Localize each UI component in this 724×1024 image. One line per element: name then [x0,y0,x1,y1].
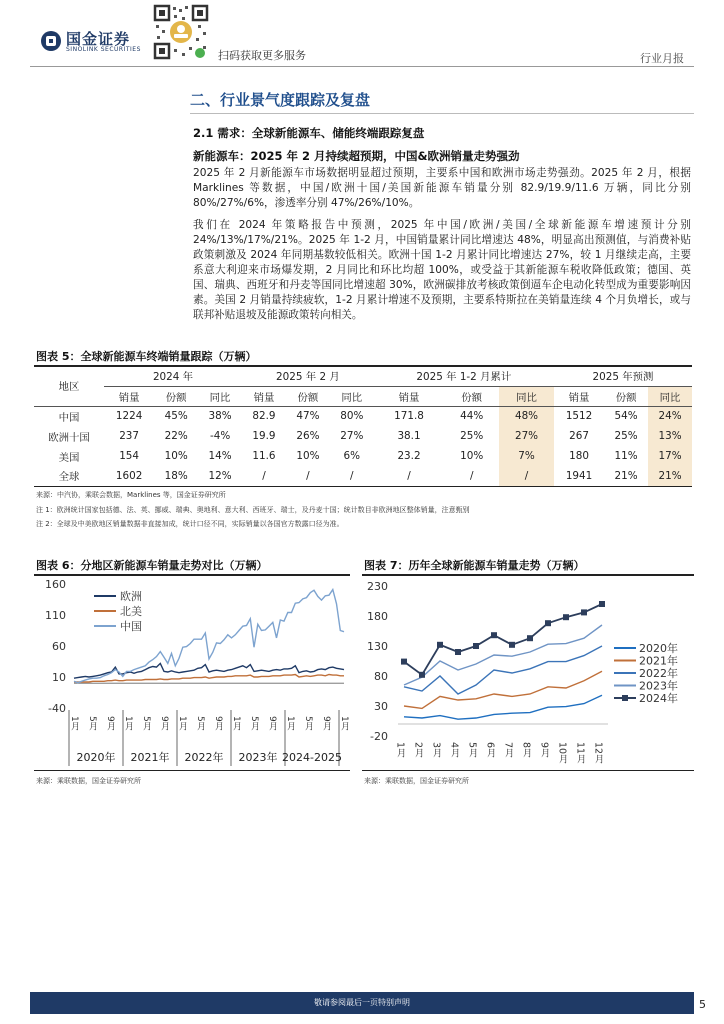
table-cell: 1941 [554,466,604,486]
figure-7-chart [362,576,694,768]
table-cell: 171.8 [394,410,424,423]
data-point [419,672,425,678]
x-tick-label: 1月 [394,742,406,758]
y-tick-label: -40 [48,702,66,715]
table-cell: 22% [164,430,188,442]
table-cell: 267 [569,430,589,442]
footer-disclaimer: 敬请参阅最后一页特别声明 [314,998,410,1007]
column-header: 同比 [198,386,242,406]
x-tick-label: 12月 [592,742,604,764]
table-cell: 19.9 [252,430,276,442]
legend-label: 北美 [120,605,142,618]
figure-5-note-1: 注 1：欧洲统计国家包括德、法、英、挪威、瑞典、奥地利、意大利、西班牙、瑞士，及丹麦十国；统计数目非欧洲地区整体销量，注意甄别 [36,506,470,514]
page-number: 5 [699,998,706,1011]
group-header: 2025 年 2 月 [242,366,374,386]
year-label: 2024-2025 [282,751,342,764]
table-cell: 1512 [565,410,593,423]
x-tick-label: 1月 [231,716,241,731]
x-tick-label: 7月 [502,742,514,758]
table-cell: 48% [499,406,554,426]
table-cell: 24% [648,406,692,426]
series-line-2022年 [404,646,602,694]
legend-label: 欧洲 [120,590,142,603]
logo-text: 国金证券 [66,30,131,48]
x-tick-label: 1月 [123,716,133,731]
table-cell: 21% [604,466,648,486]
year-label: 2023年 [238,751,278,764]
x-tick-label: 1月 [177,716,187,731]
table-cell: / [330,466,374,486]
column-header: 份额 [444,386,499,406]
figure-6-source: 来源：乘联数据，国金证券研究所 [36,777,141,785]
logo-subtext: SINOLINK SECURITIES [66,46,141,53]
table-cell: 25% [614,430,638,442]
data-point [437,642,443,648]
table-row [34,426,692,446]
column-header: 份额 [286,386,330,406]
data-point [473,643,479,649]
paragraph-1: 2025 年 2 月新能源车市场数据明显超过预期，主要系中国和欧洲市场走势强劲。2025 年 2 月，根据 Marklines 等数据，中国/欧洲十国/美国新能源车销量分别 82.9/19.9/11.6 万辆，同比分别 80%/27%/6%，渗透率分别 47%/26%/10%。 [193,167,691,209]
table-cell: 154 [119,450,140,462]
table-cell: 13% [648,426,692,446]
table-cell: / [374,466,445,486]
table-cell: 82.9 [252,410,276,423]
row-label: 全球 [34,466,104,486]
y-tick-label: 10 [52,671,66,684]
data-point [545,620,551,626]
doc-type: 行业月报 [640,52,684,65]
y-tick-label: 180 [367,610,388,623]
data-point [581,609,587,615]
year-label: 2021年 [130,751,170,764]
section-divider [190,113,694,114]
table-cell: 7% [499,446,554,466]
data-point [509,642,515,648]
group-header: 2024 年 [104,366,242,386]
header-divider [30,66,694,67]
row-label: 欧洲十国 [48,431,90,444]
footer-bar [30,992,694,1014]
table-cell: 44% [460,410,484,423]
column-header: 同比 [330,386,374,406]
x-tick-label: 9月 [321,716,331,731]
x-tick-label: 4月 [448,742,460,758]
x-tick-label: 9月 [538,742,550,758]
y-tick-label: 60 [52,640,66,653]
figure-5-title: 图表 5：全球新能源车终端销量跟踪（万辆） [36,350,257,363]
series-line-北美 [74,675,344,683]
table-cell: 237 [119,430,140,442]
group-header: 2025 年 1-2 月累计 [374,366,554,386]
figure-7-bottom-rule [362,770,694,771]
row-label: 中国 [58,411,80,424]
x-tick-label: 9月 [159,716,169,731]
table-cell: 1224 [115,410,143,423]
region-header: 地区 [34,366,104,406]
legend-label: 2022年 [639,667,678,680]
table-cell: -4% [209,430,231,442]
figure-6-title: 图表 6：分地区新能源车销量走势对比（万辆） [36,559,268,572]
scan-text: 扫码获取更多服务 [218,49,306,62]
table-cell: 38.1 [397,430,421,442]
table-row [34,406,692,426]
figure-5-source: 来源：中汽协，乘联会数据，Marklines 等，国金证券研究所 [36,491,226,499]
table-cell: 27% [340,430,364,442]
y-tick-label: -20 [370,730,388,743]
page-header [0,0,724,66]
year-label: 2020年 [76,751,116,764]
column-header: 销量 [374,386,445,406]
y-tick-label: 130 [367,640,388,653]
table-cell: / [499,466,554,486]
x-tick-label: 5月 [466,742,478,758]
table-cell: 10% [460,450,484,462]
table-row [34,466,692,486]
x-tick-label: 11月 [574,742,586,764]
x-tick-label: 5月 [195,716,205,731]
series-line-2020年 [404,695,602,719]
legend-label: 中国 [120,620,142,633]
row-label: 美国 [58,451,80,464]
qr-code-icon[interactable] [152,3,210,61]
column-header: 同比 [499,386,554,406]
column-header: 销量 [554,386,604,406]
x-tick-label: 3月 [430,742,442,758]
y-tick-label: 230 [367,580,388,593]
table-cell: 18% [154,466,198,486]
table-cell: 27% [499,426,554,446]
column-header: 销量 [104,386,154,406]
x-tick-label: 9月 [105,716,115,731]
x-tick-label: 8月 [520,742,532,758]
figure-7-source: 来源：乘联数据，国金证券研究所 [364,777,469,785]
series-line-2021年 [404,671,602,708]
table-cell: 10% [164,450,188,462]
legend-label: 2024年 [639,692,678,705]
year-label: 2022年 [184,751,224,764]
x-tick-label: 5月 [141,716,151,731]
figure-5-table [34,366,692,487]
table-cell: 23.2 [397,450,421,462]
subsection-title: 2.1 需求：全球新能源车、储能终端跟踪复盘 [193,126,425,140]
table-cell: / [286,466,330,486]
figure-6-chart [34,576,350,768]
legend-label: 2021年 [639,654,678,668]
table-cell: 180 [569,450,589,462]
x-tick-label: 5月 [87,716,97,731]
table-cell: 17% [648,446,692,466]
table-cell: 10% [296,450,320,462]
table-cell: 6% [343,450,361,462]
y-tick-label: 160 [45,578,66,591]
column-header: 同比 [648,386,692,406]
x-tick-label: 5月 [249,716,259,731]
subsection-heading: 新能源车：2025 年 2 月持续超预期，中国&欧洲销量走势强劲 [193,149,520,163]
legend-label: 2020年 [639,642,678,655]
data-point [401,659,407,665]
table-cell: 11% [614,450,638,462]
table-cell: 14% [208,450,232,462]
y-tick-label: 110 [45,609,66,622]
x-tick-label: 10月 [556,742,568,764]
data-point [599,601,605,607]
legend-label: 2023年 [639,679,678,693]
column-header: 份额 [604,386,648,406]
x-tick-label: 6月 [484,742,496,758]
group-header: 2025 年预测 [554,366,692,386]
table-cell: 11.6 [252,450,276,462]
legend-marker [622,695,628,701]
x-tick-label: 2月 [412,742,424,758]
data-point [455,649,461,655]
paragraph-2: 我们在 2024 年策略报告中预测，2025 年中国/欧洲/美国/全球新能源车增速预计分别 24%/13%/17%/21%。2025 年 1-2 月，中国销量累计同比增速达 48%，明显高出预测值，与消费补贴政策刺激及 2024 年同期基数较低相关。欧洲十国 1-2 月累计同比增速达 27%，较 1 月继续走高，主要系意大利迎来市场爆发期，2 月同比和环比均超 100%，或受益于其新能源车税收降低政策；德国、英国、瑞典、西班牙和丹麦等国同比增速超 30%，欧洲碳排放考核政策倒逼车企电动化转型成为重要影响因素。美国 2 月销量持续疲软，1-2 月累计增速不及预期，主要系特斯拉在美销量连续 4 个月负增长，或与联邦补贴退坡及能源政策转向相关。 [193,219,691,321]
figure-5-note-2: 注 2：全球及中美欧地区销量数据非直接加成，统计口径不同，实际销量以各国官方数露口径为准。 [36,520,344,528]
data-point [491,632,497,638]
logo-icon [40,30,62,52]
table-cell: 38% [208,410,232,423]
y-tick-label: 80 [374,670,388,683]
table-cell: 1602 [104,466,154,486]
table-row [34,446,692,466]
column-header: 销量 [242,386,286,406]
table-cell: 45% [164,410,188,423]
table-cell: 26% [296,430,320,442]
table-cell: 54% [614,410,638,423]
x-tick-label: 9月 [213,716,223,731]
table-cell: 21% [648,466,692,486]
column-header: 份额 [154,386,198,406]
table-cell: 80% [340,410,364,423]
x-tick-label: 1月 [339,716,349,731]
y-tick-label: 30 [374,700,388,713]
figure-7-title: 图表 7：历年全球新能源车销量走势（万辆） [364,559,585,572]
table-cell: 25% [460,430,484,442]
x-tick-label: 9月 [267,716,277,731]
x-tick-label: 1月 [285,716,295,731]
series-line-2024年 [404,604,602,675]
table-cell: 12% [198,466,242,486]
figure-6-bottom-rule [34,770,350,771]
section-title: 二、行业景气度跟踪及复盘 [190,91,371,109]
table-cell: / [242,466,286,486]
x-tick-label: 5月 [303,716,313,731]
data-point [527,635,533,641]
table-cell: / [444,466,499,486]
table-cell: 47% [296,410,320,423]
x-tick-label: 1月 [69,716,79,731]
data-point [563,614,569,620]
